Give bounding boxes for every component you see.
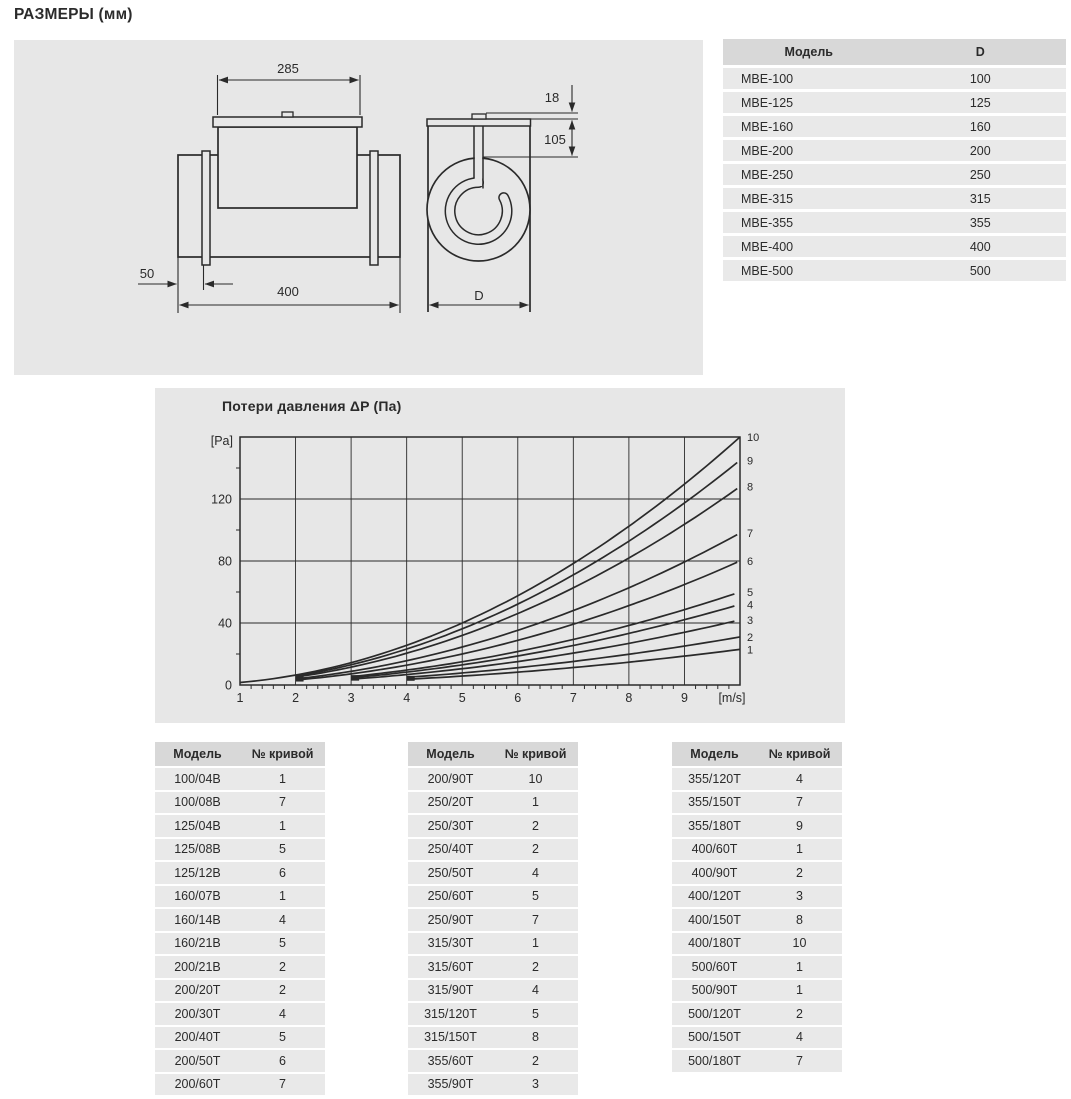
curve-table-3	[672, 740, 842, 1074]
table-cell: 7	[240, 792, 325, 814]
dim-diameter-label: D	[474, 288, 484, 303]
table-row	[672, 909, 842, 931]
curve-table-2	[408, 740, 578, 1097]
table-cell: 200/30T	[155, 1003, 240, 1025]
table-cell: 5	[493, 886, 578, 908]
y-tick-label: 80	[218, 554, 232, 569]
curve-label-8: 8	[747, 481, 754, 494]
table-cell: 400/120T	[672, 886, 757, 908]
table-cell: 125	[895, 92, 1067, 113]
table-cell: 250/90T	[408, 909, 493, 931]
table-cell: 500	[895, 260, 1067, 281]
table-cell: 125/04B	[155, 815, 240, 837]
end-view-lid	[427, 119, 531, 126]
table-cell: MBE-400	[723, 236, 895, 257]
curve-table-1	[155, 740, 325, 1097]
table-cell: 1	[240, 768, 325, 790]
table-cell: 355/120T	[672, 768, 757, 790]
x-tick-label: 9	[680, 691, 688, 705]
data-table	[672, 740, 842, 1074]
table-row	[408, 768, 578, 790]
table-row	[408, 980, 578, 1002]
table-cell: 5	[240, 1027, 325, 1049]
table-cell: MBE-315	[723, 188, 895, 209]
table-row	[723, 116, 1066, 137]
table-cell: 2	[757, 1003, 842, 1025]
table-cell: 8	[493, 1027, 578, 1049]
table-cell: 355	[895, 212, 1067, 233]
column-header: D	[895, 39, 1067, 65]
curve-label-9: 9	[747, 455, 754, 468]
lid-nub	[282, 112, 293, 117]
table-row	[408, 792, 578, 814]
table-cell: MBE-355	[723, 212, 895, 233]
dimensions-drawing	[14, 40, 703, 375]
column-header: Модель	[723, 39, 895, 65]
table-row	[155, 933, 325, 955]
table-cell: MBE-250	[723, 164, 895, 185]
table-cell: 7	[240, 1074, 325, 1096]
table-row	[155, 862, 325, 884]
column-header: Модель	[155, 742, 240, 766]
table-cell: 250/50T	[408, 862, 493, 884]
table-cell: 7	[757, 792, 842, 814]
table-row	[723, 164, 1066, 185]
table-cell: 400	[895, 236, 1067, 257]
table-cell: 125/12B	[155, 862, 240, 884]
x-tick-label: 3	[347, 691, 355, 705]
table-cell: 200/21B	[155, 956, 240, 978]
dim-flange-offset-label: 50	[139, 266, 155, 281]
table-cell: 1	[493, 792, 578, 814]
table-cell: 1	[493, 933, 578, 955]
x-axis-unit-label: [m/s]	[718, 691, 746, 705]
table-row	[155, 815, 325, 837]
table-cell: 8	[757, 909, 842, 931]
terminal-box	[218, 127, 357, 208]
table-row	[672, 1027, 842, 1049]
table-cell: 1	[240, 815, 325, 837]
table-row	[408, 862, 578, 884]
terminal-box-lid	[213, 117, 362, 127]
table-row	[672, 815, 842, 837]
left-flange	[202, 151, 210, 265]
table-cell: 315	[895, 188, 1067, 209]
table-row	[155, 1050, 325, 1072]
table-row	[155, 909, 325, 931]
table-cell: 500/180T	[672, 1050, 757, 1072]
table-cell: 5	[240, 933, 325, 955]
curve-label-5: 5	[747, 587, 754, 599]
table-cell: 200/50T	[155, 1050, 240, 1072]
table-cell: 400/150T	[672, 909, 757, 931]
table-cell: 1	[240, 886, 325, 908]
table-row	[155, 1074, 325, 1096]
table-cell: 355/90T	[408, 1074, 493, 1096]
table-cell: 100/08B	[155, 792, 240, 814]
table-cell: 125/08B	[155, 839, 240, 861]
table-cell: 4	[240, 909, 325, 931]
table-row	[408, 1074, 578, 1096]
table-cell: 250/30T	[408, 815, 493, 837]
table-cell: 2	[240, 980, 325, 1002]
dim-top-height-label: 105	[544, 132, 566, 147]
table-row	[672, 980, 842, 1002]
table-cell: 2	[493, 815, 578, 837]
table-row	[408, 909, 578, 931]
curve-label-3: 3	[747, 614, 754, 627]
table-cell: 250/40T	[408, 839, 493, 861]
pressure-curve-4	[351, 606, 734, 678]
table-cell: MBE-125	[723, 92, 895, 113]
dimensions-drawing-panel	[14, 40, 703, 375]
table-cell: 400/60T	[672, 839, 757, 861]
table-cell: MBE-500	[723, 260, 895, 281]
x-tick-label: 4	[403, 691, 411, 705]
table-cell: 100	[895, 68, 1067, 89]
end-view-nub	[472, 114, 486, 119]
table-cell: 2	[240, 956, 325, 978]
table-cell: 1	[757, 839, 842, 861]
table-row	[672, 1003, 842, 1025]
table-cell: 10	[493, 768, 578, 790]
curve-label-10: 10	[747, 432, 760, 444]
table-row	[408, 933, 578, 955]
table-row	[408, 886, 578, 908]
table-row	[155, 839, 325, 861]
table-row	[672, 792, 842, 814]
table-row	[723, 212, 1066, 233]
table-row	[408, 1003, 578, 1025]
x-tick-label: 2	[292, 691, 300, 705]
table-row	[155, 956, 325, 978]
table-cell: 2	[493, 1050, 578, 1072]
table-cell: 200/60T	[155, 1074, 240, 1096]
table-row	[672, 768, 842, 790]
table-row	[155, 768, 325, 790]
table-cell: 160/21B	[155, 933, 240, 955]
table-row	[408, 815, 578, 837]
data-table	[155, 740, 325, 1097]
table-cell: 100/04B	[155, 768, 240, 790]
table-cell: 355/60T	[408, 1050, 493, 1072]
table-row	[672, 933, 842, 955]
data-table	[408, 740, 578, 1097]
column-header: № кривой	[757, 742, 842, 766]
table-cell: 500/150T	[672, 1027, 757, 1049]
curve-label-4: 4	[747, 599, 754, 612]
table-cell: 315/150T	[408, 1027, 493, 1049]
table-row	[723, 68, 1066, 89]
side-view	[178, 112, 400, 265]
column-header: № кривой	[240, 742, 325, 766]
table-cell: 500/120T	[672, 1003, 757, 1025]
table-cell: 7	[757, 1050, 842, 1072]
table-cell: 5	[240, 839, 325, 861]
table-row	[155, 792, 325, 814]
table-cell: 10	[757, 933, 842, 955]
table-row	[723, 92, 1066, 113]
table-row	[408, 956, 578, 978]
table-row	[155, 1003, 325, 1025]
table-row	[723, 260, 1066, 281]
table-row	[723, 140, 1066, 161]
dimensions-table	[723, 36, 1066, 284]
y-tick-label: 0	[225, 678, 232, 693]
dim-body-length-label: 400	[277, 284, 299, 299]
table-row	[723, 188, 1066, 209]
table-cell: 315/120T	[408, 1003, 493, 1025]
table-row	[155, 886, 325, 908]
table-row	[672, 862, 842, 884]
table-cell: 315/30T	[408, 933, 493, 955]
table-cell: 200/40T	[155, 1027, 240, 1049]
end-view	[427, 114, 531, 312]
table-cell: 2	[493, 956, 578, 978]
table-cell: 3	[493, 1074, 578, 1096]
column-header: Модель	[672, 742, 757, 766]
pressure-loss-chart	[155, 388, 845, 723]
pressure-curve-10	[240, 437, 740, 683]
dim-box-width-label: 285	[277, 61, 299, 76]
column-header: № кривой	[493, 742, 578, 766]
table-cell: 7	[493, 909, 578, 931]
table-cell: 500/90T	[672, 980, 757, 1002]
table-row	[672, 839, 842, 861]
table-cell: 6	[240, 1050, 325, 1072]
heater-stem-channel	[475, 127, 483, 187]
table-cell: 4	[240, 1003, 325, 1025]
table-cell: 2	[757, 862, 842, 884]
table-cell: 200	[895, 140, 1067, 161]
x-tick-label: 6	[514, 691, 522, 705]
table-cell: 160/07B	[155, 886, 240, 908]
table-cell: 500/60T	[672, 956, 757, 978]
table-cell: 4	[757, 1027, 842, 1049]
curve-label-7: 7	[747, 528, 754, 541]
table-row	[723, 236, 1066, 257]
table-cell: 9	[757, 815, 842, 837]
column-header: Модель	[408, 742, 493, 766]
x-tick-label: 8	[625, 691, 633, 705]
table-cell: 1	[757, 956, 842, 978]
data-table	[723, 36, 1066, 284]
y-tick-label: 40	[218, 616, 232, 631]
table-cell: 400/180T	[672, 933, 757, 955]
y-tick-label: 120	[211, 492, 232, 507]
table-row	[155, 980, 325, 1002]
table-cell: 4	[493, 862, 578, 884]
table-cell: 1	[757, 980, 842, 1002]
table-cell: 5	[493, 1003, 578, 1025]
table-cell: MBE-100	[723, 68, 895, 89]
table-row	[672, 1050, 842, 1072]
table-row	[155, 1027, 325, 1049]
table-cell: 2	[493, 839, 578, 861]
table-cell: 4	[757, 768, 842, 790]
table-cell: 400/90T	[672, 862, 757, 884]
right-flange	[370, 151, 378, 265]
curve-label-2: 2	[747, 631, 754, 644]
page-title: РАЗМЕРЫ (мм)	[14, 6, 133, 23]
curve-label-1: 1	[747, 644, 754, 657]
table-cell: 160/14B	[155, 909, 240, 931]
table-row	[672, 886, 842, 908]
table-cell: 6	[240, 862, 325, 884]
chart-title: Потери давления ΔP (Па)	[222, 398, 402, 414]
table-cell: 355/180T	[672, 815, 757, 837]
table-cell: 3	[757, 886, 842, 908]
table-cell: 315/60T	[408, 956, 493, 978]
table-cell: MBE-200	[723, 140, 895, 161]
x-tick-label: 1	[236, 691, 244, 705]
dim-nub-height-label: 18	[544, 90, 560, 105]
table-cell: 315/90T	[408, 980, 493, 1002]
x-tick-label: 7	[569, 691, 577, 705]
table-cell: 250/60T	[408, 886, 493, 908]
table-cell: 250/20T	[408, 792, 493, 814]
pressure-chart-panel	[155, 388, 845, 723]
table-cell: 4	[493, 980, 578, 1002]
table-cell: 160	[895, 116, 1067, 137]
table-row	[408, 1027, 578, 1049]
table-cell: 250	[895, 164, 1067, 185]
table-row	[408, 1050, 578, 1072]
table-row	[672, 956, 842, 978]
x-tick-label: 5	[458, 691, 466, 705]
table-cell: 200/90T	[408, 768, 493, 790]
table-cell: MBE-160	[723, 116, 895, 137]
y-axis-unit-label: [Pa]	[210, 434, 233, 448]
table-row	[408, 839, 578, 861]
table-cell: 355/150T	[672, 792, 757, 814]
curve-label-6: 6	[747, 556, 754, 568]
table-cell: 200/20T	[155, 980, 240, 1002]
